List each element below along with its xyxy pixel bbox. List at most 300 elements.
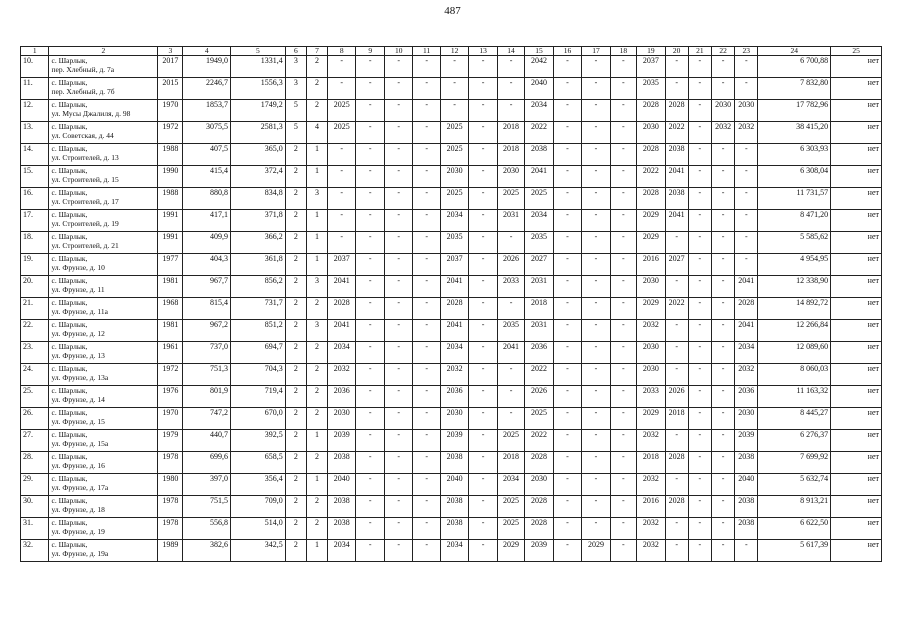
cell-col-13: - [469, 452, 497, 474]
cell-col-13: - [469, 100, 497, 122]
cell-col-14: 2018 [497, 122, 524, 144]
cell-col-15: 2027 [525, 254, 553, 276]
cell-col-7: 2 [306, 496, 327, 518]
cell-col-9: - [356, 188, 384, 210]
cell-col-14: - [497, 100, 524, 122]
cell-col-9: - [356, 254, 384, 276]
cell-col-15: 2035 [525, 232, 553, 254]
cell-col-5: 694,7 [230, 342, 285, 364]
column-number-12: 12 [440, 47, 468, 56]
cell-col-17: - [582, 452, 610, 474]
cell-col-22: - [711, 232, 734, 254]
cell-col-6: 5 [285, 122, 306, 144]
cell-col-5: 670,0 [230, 408, 285, 430]
cell-col-3: 1978 [158, 496, 183, 518]
cell-col-25: нет [831, 276, 882, 298]
cell-col-5: 2581,3 [230, 122, 285, 144]
cell-col-18: - [610, 452, 636, 474]
cell-col-15: 2038 [525, 144, 553, 166]
cell-col-17: - [582, 166, 610, 188]
cell-col-12: 2030 [440, 166, 468, 188]
cell-col-21: - [688, 166, 711, 188]
cell-col-9: - [356, 430, 384, 452]
cell-col-15: 2039 [525, 540, 553, 562]
row-number: 32. [21, 540, 49, 562]
table-row [21, 320, 882, 342]
cell-col-13: - [469, 386, 497, 408]
cell-col-21: - [688, 452, 711, 474]
cell-col-9: - [356, 474, 384, 496]
cell-col-19: 2029 [637, 408, 665, 430]
cell-col-21: - [688, 540, 711, 562]
cell-col-22: - [711, 320, 734, 342]
address-cell [49, 210, 158, 232]
cell-col-10: - [384, 518, 412, 540]
cell-col-23: - [735, 210, 758, 232]
cell-col-20: - [665, 540, 688, 562]
cell-col-18: - [610, 298, 636, 320]
cell-col-22: - [711, 254, 734, 276]
cell-col-6: 2 [285, 232, 306, 254]
cell-col-4: 417,1 [183, 210, 230, 232]
cell-col-6: 2 [285, 166, 306, 188]
cell-col-13: - [469, 408, 497, 430]
cell-col-23: - [735, 232, 758, 254]
cell-col-5: 719,4 [230, 386, 285, 408]
cell-col-12: 2034 [440, 210, 468, 232]
row-number: 27. [21, 430, 49, 452]
cell-col-14: 2033 [497, 276, 524, 298]
cell-col-11: - [413, 210, 440, 232]
cell-col-17: - [582, 276, 610, 298]
cell-col-24: 7 699,92 [758, 452, 831, 474]
cell-col-25: нет [831, 100, 882, 122]
cell-col-25: нет [831, 166, 882, 188]
cell-col-16: - [553, 232, 581, 254]
cell-col-13: - [469, 56, 497, 78]
cell-col-10: - [384, 210, 412, 232]
cell-col-11: - [413, 122, 440, 144]
cell-col-22: - [711, 56, 734, 78]
cell-col-15: 2025 [525, 408, 553, 430]
column-number-22: 22 [711, 47, 734, 56]
cell-col-17: 2029 [582, 540, 610, 562]
cell-col-7: 1 [306, 166, 327, 188]
address-locality: с. Шарлык, [51, 188, 88, 197]
cell-col-13: - [469, 364, 497, 386]
cell-col-23: 2041 [735, 320, 758, 342]
table-row [21, 56, 882, 78]
cell-col-24: 5 617,39 [758, 540, 831, 562]
cell-col-16: - [553, 298, 581, 320]
cell-col-15: 2022 [525, 122, 553, 144]
cell-col-18: - [610, 188, 636, 210]
cell-col-21: - [688, 496, 711, 518]
cell-col-10: - [384, 298, 412, 320]
cell-col-24: 11 731,57 [758, 188, 831, 210]
address-locality: с. Шарлык, [51, 386, 88, 395]
cell-col-12: 2040 [440, 474, 468, 496]
cell-col-16: - [553, 452, 581, 474]
cell-col-14: 2026 [497, 254, 524, 276]
cell-col-13: - [469, 276, 497, 298]
table-row [21, 408, 882, 430]
cell-col-7: 2 [306, 408, 327, 430]
cell-col-20: 2041 [665, 210, 688, 232]
address-street: ул. Фрунзе, д. 12 [51, 329, 105, 338]
cell-col-13: - [469, 144, 497, 166]
address-locality: с. Шарлык, [51, 56, 88, 65]
cell-col-4: 967,2 [183, 320, 230, 342]
cell-col-12: 2025 [440, 122, 468, 144]
cell-col-16: - [553, 430, 581, 452]
address-locality: с. Шарлык, [51, 364, 88, 373]
address-street: ул. Фрунзе, д. 11 [51, 285, 105, 294]
cell-col-18: - [610, 56, 636, 78]
cell-col-8: 2028 [327, 298, 355, 320]
cell-col-9: - [356, 364, 384, 386]
cell-col-13: - [469, 496, 497, 518]
cell-col-23: 2032 [735, 364, 758, 386]
cell-col-20: 2038 [665, 144, 688, 166]
cell-col-22: - [711, 540, 734, 562]
cell-col-22: - [711, 188, 734, 210]
cell-col-4: 1853,7 [183, 100, 230, 122]
cell-col-23: - [735, 78, 758, 100]
address-locality: с. Шарлык, [51, 518, 88, 527]
cell-col-17: - [582, 254, 610, 276]
cell-col-22: - [711, 452, 734, 474]
cell-col-7: 2 [306, 386, 327, 408]
cell-col-21: - [688, 188, 711, 210]
row-number: 29. [21, 474, 49, 496]
cell-col-18: - [610, 430, 636, 452]
cell-col-25: нет [831, 122, 882, 144]
cell-col-21: - [688, 342, 711, 364]
cell-col-19: 2029 [637, 298, 665, 320]
address-locality: с. Шарлык, [51, 474, 88, 483]
cell-col-15: 2028 [525, 452, 553, 474]
address-cell [49, 386, 158, 408]
cell-col-17: - [582, 408, 610, 430]
cell-col-21: - [688, 56, 711, 78]
cell-col-10: - [384, 320, 412, 342]
address-street: ул. Фрунзе, д. 19а [51, 549, 109, 558]
cell-col-9: - [356, 518, 384, 540]
cell-col-15: 2034 [525, 100, 553, 122]
row-number: 26. [21, 408, 49, 430]
address-street: ул. Строителей, д. 21 [51, 241, 119, 250]
cell-col-9: - [356, 144, 384, 166]
cell-col-22: 2032 [711, 122, 734, 144]
address-locality: с. Шарлык, [51, 540, 88, 549]
cell-col-19: 2035 [637, 78, 665, 100]
address-street: ул. Фрунзе, д. 11а [51, 307, 108, 316]
column-number-17: 17 [582, 47, 610, 56]
cell-col-23: 2036 [735, 386, 758, 408]
cell-col-20: 2022 [665, 122, 688, 144]
row-number: 25. [21, 386, 49, 408]
cell-col-23: 2030 [735, 100, 758, 122]
cell-col-12: 2038 [440, 496, 468, 518]
cell-col-8: 2041 [327, 276, 355, 298]
cell-col-22: - [711, 210, 734, 232]
cell-col-19: 2030 [637, 122, 665, 144]
cell-col-21: - [688, 298, 711, 320]
cell-col-25: нет [831, 430, 882, 452]
cell-col-24: 6 308,04 [758, 166, 831, 188]
cell-col-12: 2025 [440, 188, 468, 210]
cell-col-16: - [553, 122, 581, 144]
cell-col-19: 2032 [637, 540, 665, 562]
cell-col-7: 2 [306, 518, 327, 540]
row-number: 22. [21, 320, 49, 342]
cell-col-3: 1990 [158, 166, 183, 188]
cell-col-11: - [413, 232, 440, 254]
cell-col-8: 2034 [327, 342, 355, 364]
column-number-2: 2 [49, 47, 158, 56]
table-row [21, 430, 882, 452]
cell-col-15: 2030 [525, 474, 553, 496]
address-locality: с. Шарлык, [51, 78, 88, 87]
cell-col-15: 2022 [525, 364, 553, 386]
cell-col-23: 2039 [735, 430, 758, 452]
cell-col-18: - [610, 276, 636, 298]
column-number-25: 25 [831, 47, 882, 56]
cell-col-15: 2022 [525, 430, 553, 452]
table-row [21, 276, 882, 298]
cell-col-13: - [469, 474, 497, 496]
table-row [21, 122, 882, 144]
cell-col-12: - [440, 78, 468, 100]
cell-col-6: 2 [285, 452, 306, 474]
cell-col-3: 1991 [158, 210, 183, 232]
cell-col-4: 801,9 [183, 386, 230, 408]
cell-col-9: - [356, 56, 384, 78]
cell-col-11: - [413, 144, 440, 166]
address-cell [49, 298, 158, 320]
address-locality: с. Шарлык, [51, 210, 88, 219]
cell-col-9: - [356, 386, 384, 408]
cell-col-13: - [469, 430, 497, 452]
cell-col-11: - [413, 540, 440, 562]
cell-col-8: 2034 [327, 540, 355, 562]
cell-col-10: - [384, 474, 412, 496]
cell-col-8: - [327, 56, 355, 78]
cell-col-15: 2041 [525, 166, 553, 188]
column-number-9: 9 [356, 47, 384, 56]
cell-col-6: 3 [285, 78, 306, 100]
cell-col-10: - [384, 122, 412, 144]
cell-col-5: 342,5 [230, 540, 285, 562]
table-row [21, 210, 882, 232]
cell-col-24: 8 471,20 [758, 210, 831, 232]
cell-col-7: 2 [306, 298, 327, 320]
cell-col-7: 2 [306, 342, 327, 364]
cell-col-17: - [582, 342, 610, 364]
cell-col-15: 2036 [525, 342, 553, 364]
cell-col-7: 1 [306, 254, 327, 276]
cell-col-22: - [711, 518, 734, 540]
cell-col-13: - [469, 298, 497, 320]
cell-col-17: - [582, 144, 610, 166]
row-number: 13. [21, 122, 49, 144]
cell-col-25: нет [831, 254, 882, 276]
cell-col-20: - [665, 232, 688, 254]
cell-col-3: 1970 [158, 408, 183, 430]
cell-col-4: 2246,7 [183, 78, 230, 100]
cell-col-9: - [356, 232, 384, 254]
cell-col-25: нет [831, 474, 882, 496]
cell-col-3: 1981 [158, 276, 183, 298]
cell-col-24: 6 276,37 [758, 430, 831, 452]
cell-col-11: - [413, 364, 440, 386]
cell-col-4: 967,7 [183, 276, 230, 298]
cell-col-24: 12 338,90 [758, 276, 831, 298]
cell-col-14: - [497, 78, 524, 100]
cell-col-10: - [384, 430, 412, 452]
cell-col-8: - [327, 144, 355, 166]
cell-col-24: 6 303,93 [758, 144, 831, 166]
cell-col-20: 2022 [665, 298, 688, 320]
cell-col-5: 704,3 [230, 364, 285, 386]
cell-col-23: - [735, 144, 758, 166]
cell-col-19: 2016 [637, 254, 665, 276]
cell-col-16: - [553, 474, 581, 496]
cell-col-21: - [688, 122, 711, 144]
cell-col-17: - [582, 386, 610, 408]
cell-col-25: нет [831, 342, 882, 364]
table-row [21, 298, 882, 320]
column-number-13: 13 [469, 47, 497, 56]
cell-col-20: 2027 [665, 254, 688, 276]
cell-col-12: 2035 [440, 232, 468, 254]
cell-col-24: 8 445,27 [758, 408, 831, 430]
cell-col-14: - [497, 386, 524, 408]
cell-col-12: 2041 [440, 320, 468, 342]
table-row [21, 540, 882, 562]
cell-col-18: - [610, 122, 636, 144]
cell-col-14: 2018 [497, 452, 524, 474]
cell-col-10: - [384, 276, 412, 298]
cell-col-10: - [384, 342, 412, 364]
cell-col-5: 361,8 [230, 254, 285, 276]
cell-col-7: 3 [306, 188, 327, 210]
cell-col-25: нет [831, 210, 882, 232]
cell-col-9: - [356, 342, 384, 364]
cell-col-16: - [553, 166, 581, 188]
cell-col-20: 2028 [665, 100, 688, 122]
cell-col-20: 2018 [665, 408, 688, 430]
column-number-10: 10 [384, 47, 412, 56]
row-number: 17. [21, 210, 49, 232]
cell-col-15: 2028 [525, 496, 553, 518]
cell-col-14: 2034 [497, 474, 524, 496]
cell-col-21: - [688, 232, 711, 254]
cell-col-25: нет [831, 78, 882, 100]
cell-col-4: 1949,0 [183, 56, 230, 78]
cell-col-14: - [497, 232, 524, 254]
cell-col-11: - [413, 254, 440, 276]
column-number-4: 4 [183, 47, 230, 56]
cell-col-24: 6 700,88 [758, 56, 831, 78]
cell-col-16: - [553, 188, 581, 210]
cell-col-10: - [384, 408, 412, 430]
address-locality: с. Шарлык, [51, 100, 88, 109]
column-number-23: 23 [735, 47, 758, 56]
cell-col-12: 2038 [440, 452, 468, 474]
address-street: ул. Строителей, д. 19 [51, 219, 119, 228]
cell-col-7: 1 [306, 210, 327, 232]
cell-col-3: 1978 [158, 518, 183, 540]
address-cell [49, 144, 158, 166]
cell-col-12: 2041 [440, 276, 468, 298]
cell-col-16: - [553, 342, 581, 364]
cell-col-19: 2032 [637, 430, 665, 452]
cell-col-12: 2030 [440, 408, 468, 430]
cell-col-11: - [413, 430, 440, 452]
cell-col-9: - [356, 276, 384, 298]
cell-col-23: 2038 [735, 518, 758, 540]
cell-col-14: - [497, 56, 524, 78]
cell-col-5: 371,8 [230, 210, 285, 232]
column-number-3: 3 [158, 47, 183, 56]
cell-col-4: 404,3 [183, 254, 230, 276]
cell-col-10: - [384, 254, 412, 276]
cell-col-6: 2 [285, 342, 306, 364]
cell-col-18: - [610, 342, 636, 364]
cell-col-7: 1 [306, 144, 327, 166]
address-cell [49, 430, 158, 452]
cell-col-3: 1991 [158, 232, 183, 254]
cell-col-14: - [497, 298, 524, 320]
cell-col-20: 2026 [665, 386, 688, 408]
address-cell [49, 188, 158, 210]
cell-col-14: 2030 [497, 166, 524, 188]
cell-col-6: 2 [285, 188, 306, 210]
cell-col-11: - [413, 56, 440, 78]
cell-col-16: - [553, 210, 581, 232]
address-cell [49, 452, 158, 474]
cell-col-7: 3 [306, 320, 327, 342]
cell-col-11: - [413, 496, 440, 518]
cell-col-9: - [356, 122, 384, 144]
cell-col-15: 2031 [525, 320, 553, 342]
cell-col-15: 2034 [525, 210, 553, 232]
cell-col-15: 2040 [525, 78, 553, 100]
address-cell [49, 56, 158, 78]
address-street: ул. Фрунзе, д. 15а [51, 439, 109, 448]
cell-col-18: - [610, 100, 636, 122]
cell-col-4: 407,5 [183, 144, 230, 166]
cell-col-8: 2038 [327, 496, 355, 518]
table-row [21, 518, 882, 540]
cell-col-12: 2028 [440, 298, 468, 320]
cell-col-3: 1988 [158, 144, 183, 166]
cell-col-21: - [688, 254, 711, 276]
cell-col-11: - [413, 408, 440, 430]
cell-col-24: 4 954,95 [758, 254, 831, 276]
cell-col-17: - [582, 210, 610, 232]
address-locality: с. Шарлык, [51, 430, 88, 439]
address-street: ул. Фрунзе, д. 15 [51, 417, 105, 426]
table-row [21, 474, 882, 496]
cell-col-20: - [665, 78, 688, 100]
cell-col-8: 2041 [327, 320, 355, 342]
cell-col-9: - [356, 210, 384, 232]
cell-col-19: 2029 [637, 232, 665, 254]
cell-col-24: 11 163,32 [758, 386, 831, 408]
